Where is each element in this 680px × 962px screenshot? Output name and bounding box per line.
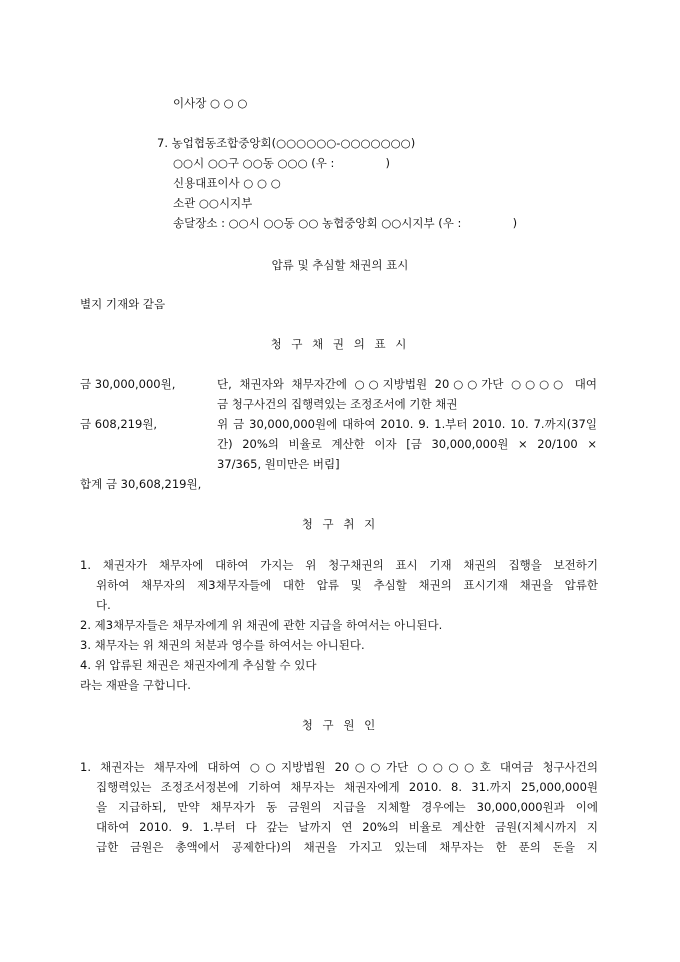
claim-desc-2-line-2: 간) 20%의 비율로 계산한 이자 [금 30,000,000원 × 20/100 × (217, 437, 597, 451)
claim-amount-2: 금 608,219원, (80, 417, 158, 431)
purpose-item-3: 3. 채무자는 위 채권의 처분과 영수를 하여서는 아니된다. (80, 638, 365, 652)
claim-desc-2-line-1: 위 금 30,000,000원에 대하여 2010. 9. 1.부터 2010. 10. 7.까지(37일 (217, 417, 597, 431)
claim-amount-1: 금 30,000,000원, (80, 377, 176, 391)
claim-total: 합계 금 30,608,219원, (80, 477, 202, 491)
seizure-body: 별지 기재와 같음 (80, 297, 166, 311)
seizure-heading: 압류 및 추심할 채권의 표시 (271, 258, 409, 272)
claim-desc-2-line-3: 37/365, 원미만은 버림] (217, 457, 340, 471)
purpose-closing: 라는 재판을 구합니다. (80, 678, 191, 692)
cause-item-1-line-3: 을 지급하되, 만약 채무자가 동 금원의 지급을 지체할 경우에는 30,000,000원과 이에 (96, 800, 598, 814)
purpose-item-2: 2. 제3채무자들은 채무자에게 위 채권에 관한 지급을 하여서는 아니된다. (80, 618, 443, 632)
cause-heading: 청 구 원 인 (301, 718, 379, 732)
chairman-line: 이사장 ○ ○ ○ (173, 96, 248, 110)
purpose-item-4: 4. 위 압류된 채권은 채권자에게 추심할 수 있다 (80, 658, 317, 672)
cause-item-1-line-2: 집행력있는 조정조서정본에 기하여 채무자는 채권자에게 2010. 8. 31.까지 25,000,000원 (96, 780, 598, 794)
cause-item-1-line-1: 1. 채권자는 채무자에 대하여 ○○지방법원 20○○가단 ○○○○호 대여금 청구사건의 (80, 760, 598, 774)
claim-heading: 청 구 채 권 의 표 시 (270, 337, 410, 351)
item7-ceo: 신용대표이사 ○ ○ ○ (173, 176, 281, 190)
claim-desc-1-line-1: 단, 채권자와 채무자간에 ○○지방법원 20○○가단 ○○○○ 대여 (217, 377, 597, 391)
claim-desc-1-line-2: 금 청구사건의 집행력있는 조정조서에 기한 채권 (217, 397, 458, 411)
item7-delivery: 송달장소 : ○○시 ○○동 ○○ 농협중앙회 ○○시지부 (우 : ) (173, 216, 518, 230)
item7-title: 7. 농업협동조합중앙회(○○○○○○-○○○○○○○) (157, 136, 416, 150)
cause-item-1-line-5: 급한 금원은 총액에서 공제한다)의 채권을 가지고 있는데 채무자는 한 푼의 돈을 지 (96, 840, 598, 854)
purpose-item-1-line-2: 위하여 채무자의 제3채무자들에 대한 압류 및 추심할 채권의 표시기재 채권을 압류한 (96, 578, 598, 592)
item7-address: ○○시 ○○구 ○○동 ○○○ (우 : ) (173, 156, 391, 170)
cause-item-1-line-4: 대하여 2010. 9. 1.부터 다 갚는 날까지 연 20%의 비율로 계산한 금원(지체시까지 지 (96, 820, 598, 834)
purpose-item-1-line-1: 1. 채권자가 채무자에 대하여 가지는 위 청구채권의 표시 기재 채권의 집행을 보전하기 (80, 558, 598, 572)
purpose-item-1-line-3: 다. (96, 598, 111, 612)
item7-branch: 소관 ○○시지부 (173, 196, 253, 210)
purpose-heading: 청 구 취 지 (301, 517, 379, 531)
